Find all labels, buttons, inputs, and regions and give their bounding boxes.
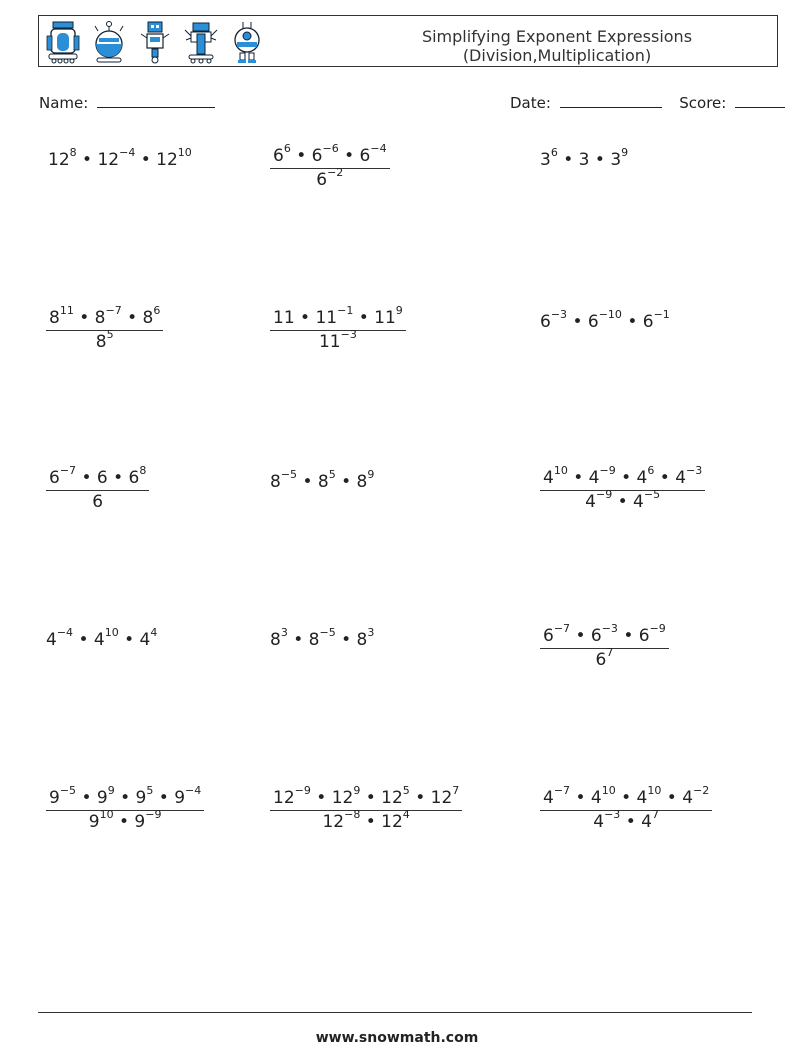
problem-4: [46, 304, 163, 352]
expression: $8^3$ • $8^{-5}$ • $8^3$: [270, 626, 375, 650]
problem-14: [270, 784, 462, 832]
problem-12: [540, 622, 669, 670]
fraction: [46, 784, 204, 832]
problem-7: [46, 464, 149, 512]
name-field-row: [39, 93, 215, 112]
worksheet-title: Simplifying Exponent Expressions: [421, 27, 693, 46]
denominator: $8^5$: [95, 328, 114, 352]
denominator: $6^7$: [595, 646, 614, 670]
problem-11: [270, 626, 375, 650]
problem-5: [270, 304, 406, 352]
numerator: $4^{-7}$ • $4^{10}$ • $4^{10}$ • $4^{-2}$: [540, 788, 712, 811]
problem-8: [270, 468, 375, 492]
date-score-row: [510, 93, 785, 112]
numerator: $9^{-5}$ • $9^9$ • $9^5$ • $9^{-4}$: [46, 788, 204, 811]
numerator: $12^{-9}$ • $12^9$ • $12^5$ • $12^7$: [270, 788, 462, 811]
problem-10: [46, 626, 158, 650]
problem-2: [270, 142, 390, 190]
numerator: 11 • $11^{-1}$ • $11^9$: [270, 308, 406, 331]
expression: $12^8$ • $12^{-4}$ • $12^{10}$: [48, 146, 192, 170]
worksheet-subtitle: (Division,Multiplication): [462, 46, 652, 65]
robot-3-icon: [137, 20, 173, 64]
denominator: $4^{-3}$ • $4^7$: [593, 808, 659, 832]
worksheet-header: [38, 15, 778, 67]
fraction: [46, 464, 149, 512]
expression: $3^6$ • 3 • $3^9$: [540, 146, 629, 170]
name-label: Name:: [39, 94, 89, 112]
robot-1-icon: [45, 20, 81, 64]
score-blank[interactable]: [735, 93, 785, 108]
numerator: $6^6$ • $6^{-6}$ • $6^{-4}$: [270, 146, 390, 169]
problem-9: [540, 464, 705, 512]
name-blank[interactable]: [97, 93, 215, 108]
denominator: 6: [92, 492, 104, 512]
numerator: $6^{-7}$ • 6 • $6^8$: [46, 468, 149, 491]
fraction: [270, 784, 462, 832]
problem-6: [540, 308, 670, 332]
problem-3: [540, 146, 629, 170]
numerator: $4^{10}$ • $4^{-9}$ • $4^6$ • $4^{-3}$: [540, 468, 705, 491]
date-blank[interactable]: [560, 93, 662, 108]
denominator: $4^{-9}$ • $4^{-5}$: [585, 488, 661, 512]
expression: $4^{-4}$ • $4^{10}$ • $4^4$: [46, 626, 158, 650]
date-label: Date:: [510, 94, 551, 112]
problem-15: [540, 784, 712, 832]
fraction: [46, 304, 163, 352]
expression: $8^{-5}$ • $8^5$ • $8^9$: [270, 468, 375, 492]
robot-4-icon: [183, 20, 219, 64]
logo-strip: [45, 20, 265, 64]
fraction: [270, 142, 390, 190]
problem-1: [48, 146, 192, 170]
numerator: $8^{11}$ • $8^{-7}$ • $8^6$: [46, 308, 163, 331]
numerator: $6^{-7}$ • $6^{-3}$ • $6^{-9}$: [540, 626, 669, 649]
footer-url[interactable]: www.snowmath.com: [315, 1030, 479, 1046]
fraction: [540, 784, 712, 832]
denominator: $9^{10}$ • $9^{-9}$: [88, 808, 162, 832]
robot-5-icon: [229, 20, 265, 64]
footer-divider: [38, 1012, 752, 1013]
robot-2-icon: [91, 20, 127, 64]
fraction: [540, 622, 669, 670]
denominator: $11^{-3}$: [318, 328, 357, 352]
fraction: [540, 464, 705, 512]
problem-13: [46, 784, 204, 832]
expression: $6^{-3}$ • $6^{-10}$ • $6^{-1}$: [540, 308, 670, 332]
denominator: $6^{-2}$: [316, 166, 344, 190]
fraction: [270, 304, 406, 352]
denominator: $12^{-8}$ • $12^4$: [322, 808, 410, 832]
title-block: [337, 27, 777, 65]
score-label: Score:: [679, 94, 727, 112]
